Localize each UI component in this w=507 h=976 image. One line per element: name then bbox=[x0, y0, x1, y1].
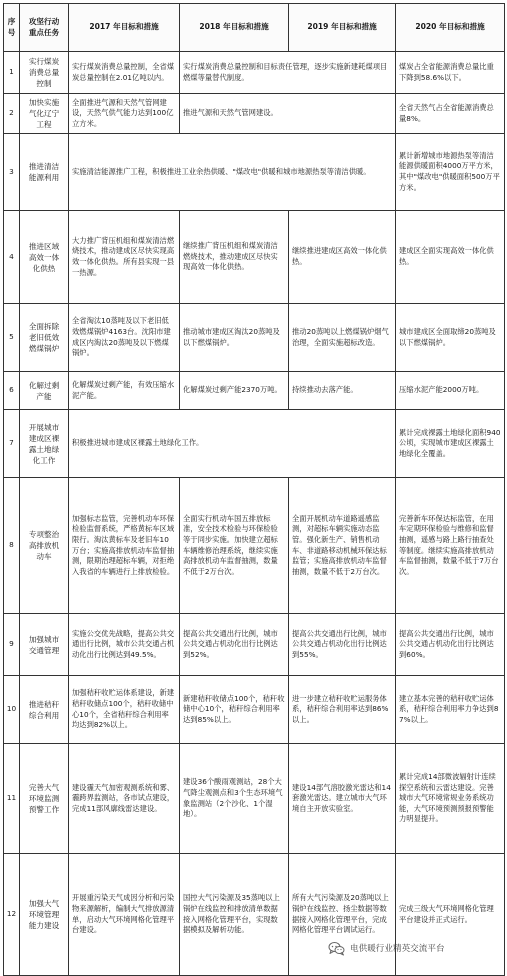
measure-cell: 实施公交优先战略，提高公共交通出行比例，城市公共交通占机动化出行比例达到49.5%。 bbox=[69, 614, 180, 676]
table-row bbox=[4, 744, 505, 854]
table-row bbox=[4, 676, 505, 744]
measure-cell: 推进气源和天然气管网建设。 bbox=[180, 94, 396, 134]
row-number: 8 bbox=[4, 478, 20, 614]
task-name: 化解过剩 产能 bbox=[20, 372, 69, 410]
measure-cell: 全省天然气占全省能源消费总量8%。 bbox=[396, 94, 505, 134]
measure-cell: 化解煤炭过剩产能，有效压缩水泥产能。 bbox=[69, 372, 180, 410]
measure-cell: 国控大气污染源及35蒸吨以上锅炉在线监控和排放清单数据接入网格化管理平台，实现数据模拟及解析功能。 bbox=[180, 854, 289, 976]
row-number: 9 bbox=[4, 614, 20, 676]
task-name: 推进区域 高效一体 化供热 bbox=[20, 211, 69, 304]
row-number: 1 bbox=[4, 52, 20, 94]
table-row bbox=[4, 134, 505, 211]
watermark bbox=[328, 936, 445, 960]
row-number: 5 bbox=[4, 304, 20, 372]
table-row bbox=[4, 614, 505, 676]
task-name: 加强城市 交通管理 bbox=[20, 614, 69, 676]
measure-cell: 进一步建立秸秆收贮运服务体系，秸秆综合利用率达到86%以上。 bbox=[289, 676, 396, 744]
measure-cell: 完善新车环保达标监管，在用车定期环保检验与维修和监督抽测，遥感与路上路行抽查处等制度。继续实施高排放机动车监督抽测，数量不低于7万台次。 bbox=[396, 478, 505, 614]
row-number: 10 bbox=[4, 676, 20, 744]
action-plan-table bbox=[3, 3, 505, 976]
measure-cell: 化解煤炭过剩产能2370万吨。 bbox=[180, 372, 289, 410]
measure-cell: 煤炭占全省能源消费总量比重下降到58.6%以下。 bbox=[396, 52, 505, 94]
table-row bbox=[4, 94, 505, 134]
header-cell: 2019 年目标和措施 bbox=[289, 4, 396, 52]
table-row bbox=[4, 304, 505, 372]
measure-cell: 加强标志监管，完善机动车环保检验监督系统，严格黄标车区域限行。淘汰黄标车及老旧车10万台；实施高排放机动车监督抽测，限期治理超标车辆，对拒绝入我省的车辆进行上排放检验。 bbox=[69, 478, 180, 614]
measure-cell: 开展重污染天气成因分析和污染物来源解析，编制大气排放源清单，启动大气环境网格化管理平台建设。 bbox=[69, 854, 180, 976]
measure-cell: 建立基本完善的秸秆收贮运体系，秸秆综合利用率力争达到87%以上。 bbox=[396, 676, 505, 744]
measure-cell: 大力推广背压机组和煤炭清洁燃烧技术，推动建成区尽快实现高效一体化供热。所有县实现一县一热源。 bbox=[69, 211, 180, 304]
measure-cell: 累计新增城市地源热泵等清洁能源供暖面积4000万平方米，其中"煤改电"供暖面积500万平方米。 bbox=[396, 134, 505, 211]
measure-cell: 压缩水泥产能2000万吨。 bbox=[396, 372, 505, 410]
row-number: 7 bbox=[4, 410, 20, 478]
measure-cell: 实施清洁能源推广工程，积极推进工业余热供暖、"煤改电"供暖和城市地源热泵等清洁供暖。 bbox=[69, 134, 396, 211]
table-body bbox=[4, 52, 505, 976]
measure-cell: 建设霾天气加密观测系统和雾、霾跨界监测站，各市试点建设，完成11部风廓线雷达建设。 bbox=[69, 744, 180, 854]
task-name: 推进清洁 能源利用 bbox=[20, 134, 69, 211]
measure-cell: 加强秸秆收贮运体系建设，新建秸秆收储点100个，秸秆收储中心10个，全省秸秆综合利用率均达到82%以上。 bbox=[69, 676, 180, 744]
measure-cell: 实行煤炭消费总量控制和目标责任管理，逐步实施新建耗煤项目燃煤等量替代制度。 bbox=[180, 52, 396, 94]
measure-cell: 全面推进气源和天然气管网建设，天然气供气能力达到100亿立方米。 bbox=[69, 94, 180, 134]
table-row bbox=[4, 372, 505, 410]
table-header-row bbox=[4, 4, 505, 52]
measure-cell: 提高公共交通出行比例，城市公共交通占机动化出行比例达到55%。 bbox=[289, 614, 396, 676]
measure-cell: 推动20蒸吨以上燃煤锅炉烟气治理，全面实施超标改造。 bbox=[289, 304, 396, 372]
measure-cell: 完成三级大气环境网格化管理平台建设并正式运行。 bbox=[396, 854, 505, 976]
table-row bbox=[4, 478, 505, 614]
measure-cell: 推动城市建成区淘汰20蒸吨及以下燃煤锅炉。 bbox=[180, 304, 289, 372]
task-name: 加快实施 气化辽宁 工程 bbox=[20, 94, 69, 134]
row-number: 6 bbox=[4, 372, 20, 410]
measure-cell: 新建秸秆收储点100个，秸秆收储中心10个，秸秆综合利用率达到85%以上。 bbox=[180, 676, 289, 744]
measure-cell: 提高公共交通出行比例，城市公共交通占机动化出行比例达到60%。 bbox=[396, 614, 505, 676]
row-number: 2 bbox=[4, 94, 20, 134]
measure-cell: 建设14部气溶胶激光雷达和14套激光雷达。建立城市大气环境自主开放实验室。 bbox=[289, 744, 396, 854]
task-name: 完善大气 环境监测 预警工作 bbox=[20, 744, 69, 854]
header-cell: 序号 bbox=[4, 4, 20, 52]
task-name: 实行煤炭 消费总量 控制 bbox=[20, 52, 69, 94]
measure-cell: 全省淘汰10蒸吨及以下老旧低效燃煤锅炉4163台。沈阳市建成区内淘汰20蒸吨及以下燃煤锅炉。 bbox=[69, 304, 180, 372]
task-name: 推进秸秆 综合利用 bbox=[20, 676, 69, 744]
header-cell: 2018 年目标和措施 bbox=[180, 4, 289, 52]
measure-cell: 累计完成14部微波辐射计连续探空系统和云雷达建设。完善城市大气环境常规业务系统功能，大气环境预测预报预警能力明显提升。 bbox=[396, 744, 505, 854]
table-row bbox=[4, 52, 505, 94]
measure-cell: 提高公共交通出行比例，城市公共交通占机动化出行比例达到52%。 bbox=[180, 614, 289, 676]
task-name: 专项整治 高排放机 动车 bbox=[20, 478, 69, 614]
row-number: 12 bbox=[4, 854, 20, 976]
measure-cell: 累计完成裸露土地绿化面积940公顷，实现城市建成区裸露土地绿化全覆盖。 bbox=[396, 410, 505, 478]
measure-cell: 建设36个酸雨观测站，28个大气降尘观测点和3个生态环境气象监测站（2个沙化、1个湿地）。 bbox=[180, 744, 289, 854]
row-number: 3 bbox=[4, 134, 20, 211]
wechat-icon bbox=[328, 941, 345, 956]
task-name: 开展城市 建成区裸 露土地绿 化工作 bbox=[20, 410, 69, 478]
measure-cell: 继续推进建成区高效一体化供热。 bbox=[289, 211, 396, 304]
watermark-text: 电供暖行业精英交流平台 bbox=[350, 944, 445, 954]
header-cell: 2017 年目标和措施 bbox=[69, 4, 180, 52]
header-cell: 攻坚行动 重点任务 bbox=[20, 4, 69, 52]
measure-cell: 所有大气污染源及20蒸吨以上锅炉在线监控、扬尘数据等数据接入网格化管理平台，完成网格化管理平台调试运行。 bbox=[289, 854, 396, 976]
measure-cell: 全面实行机动车国五排放标准，安全技术检验与环保检验等于同步实施。加快建立超标车辆维修治理系统，继续实施高排放机动车监督抽测，数量不低于2万台次。 bbox=[180, 478, 289, 614]
row-number: 4 bbox=[4, 211, 20, 304]
header-cell: 2020 年目标和措施 bbox=[396, 4, 505, 52]
measure-cell: 积极推进城市建成区裸露土地绿化工作。 bbox=[69, 410, 396, 478]
measure-cell: 继续推广背压机组和煤炭清洁燃烧技术，推动建成区尽快实现高效一体化供热。 bbox=[180, 211, 289, 304]
task-name: 全面拆除 老旧低效 燃煤锅炉 bbox=[20, 304, 69, 372]
measure-cell: 持续推动去落产能。 bbox=[289, 372, 396, 410]
row-number: 11 bbox=[4, 744, 20, 854]
task-name: 加强大气 环境管理 能力建设 bbox=[20, 854, 69, 976]
measure-cell: 全面开展机动车道路遥感监测，对超标车辆实施动态监管。强化新生产、销售机动车、非道路移动机械环保达标监管；实施高排放机动车监督抽测，数量不低于2万台次。 bbox=[289, 478, 396, 614]
table-row bbox=[4, 410, 505, 478]
table-row bbox=[4, 211, 505, 304]
measure-cell: 城市建成区全面取缔20蒸吨及以下燃煤锅炉。 bbox=[396, 304, 505, 372]
measure-cell: 建成区全面实现高效一体化供热。 bbox=[396, 211, 505, 304]
measure-cell: 实行煤炭消费总量控制，全省煤炭总量控制在2.01亿吨以内。 bbox=[69, 52, 180, 94]
